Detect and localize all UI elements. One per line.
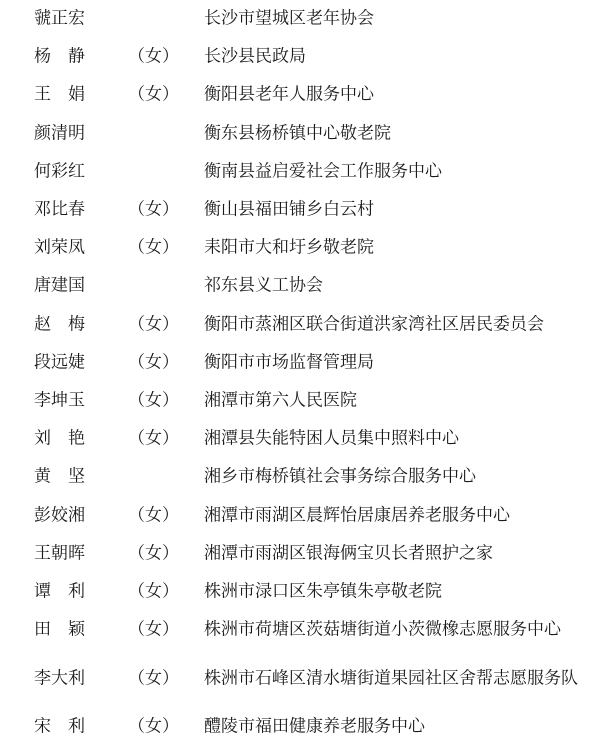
honoree-gender: （女） — [128, 505, 179, 526]
honoree-organization: 湘潭市第六人民医院 — [204, 390, 357, 411]
honoree-organization: 衡阳市蒸湘区联合街道洪家湾社区居民委员会 — [204, 314, 544, 335]
honoree-row — [0, 649, 600, 708]
honoree-row — [0, 76, 600, 114]
honoree-row — [0, 38, 600, 76]
honoree-organization: 祁东县义工协会 — [204, 275, 323, 296]
honoree-name: 赵 梅 — [34, 314, 85, 335]
honoree-organization: 衡山县福田铺乡白云村 — [204, 199, 374, 220]
honoree-row — [0, 344, 600, 382]
honoree-organization: 湘潭县失能特困人员集中照料中心 — [204, 428, 459, 449]
honoree-gender: （女） — [128, 619, 179, 640]
honoree-row — [0, 708, 600, 746]
honoree-name: 虢正宏 — [34, 8, 85, 29]
honoree-organization: 湘潭市雨湖区银海俩宝贝长者照护之家 — [204, 543, 493, 564]
honoree-gender: （女） — [128, 84, 179, 105]
honoree-organization: 衡东县杨桥镇中心敬老院 — [204, 123, 391, 144]
honoree-organization: 湘乡市梅桥镇社会事务综合服务中心 — [204, 466, 476, 487]
honoree-name: 刘荣凤 — [34, 237, 85, 258]
honoree-gender: （女） — [128, 314, 179, 335]
honoree-gender: （女） — [128, 716, 179, 737]
honoree-name: 田 颖 — [34, 619, 85, 640]
honoree-row — [0, 306, 600, 344]
honoree-gender: （女） — [128, 352, 179, 373]
honoree-name: 宋 利 — [34, 716, 85, 737]
honoree-organization: 醴陵市福田健康养老服务中心 — [204, 716, 425, 737]
honoree-name: 王 娟 — [34, 84, 85, 105]
honoree-row — [0, 191, 600, 229]
honoree-name: 谭 利 — [34, 581, 85, 602]
honoree-organization: 长沙市望城区老年协会 — [204, 8, 374, 29]
honoree-name: 唐建国 — [34, 275, 85, 296]
honoree-organization: 株洲市荷塘区茨菇塘街道小茨微橡志愿服务中心 — [204, 619, 561, 640]
honoree-row — [0, 229, 600, 267]
honoree-name: 刘 艳 — [34, 428, 85, 449]
honoree-name: 黄 坚 — [34, 466, 85, 487]
honoree-name: 何彩红 — [34, 161, 85, 182]
honoree-row — [0, 573, 600, 611]
honoree-row — [0, 153, 600, 191]
honoree-gender: （女） — [128, 390, 179, 411]
honoree-name: 杨 静 — [34, 46, 85, 67]
honoree-organization: 衡阳县老年人服务中心 — [204, 84, 374, 105]
honoree-organization: 株洲市石峰区清水塘街道果园社区舍帮志愿服务队 — [204, 668, 578, 689]
honoree-row — [0, 267, 600, 305]
honoree-name: 李大利 — [34, 668, 85, 689]
honoree-gender: （女） — [128, 543, 179, 564]
honoree-row — [0, 611, 600, 649]
honoree-organization: 长沙县民政局 — [204, 46, 306, 67]
honoree-row — [0, 382, 600, 420]
honoree-row — [0, 496, 600, 534]
honoree-name: 邓比春 — [34, 199, 85, 220]
honoree-gender: （女） — [128, 46, 179, 67]
honoree-row — [0, 458, 600, 496]
honoree-name: 李坤玉 — [34, 390, 85, 411]
honoree-row — [0, 420, 600, 458]
honoree-name: 王朝晖 — [34, 543, 85, 564]
honoree-organization: 衡阳市市场监督管理局 — [204, 352, 374, 373]
honoree-organization: 耒阳市大和圩乡敬老院 — [204, 237, 374, 258]
honoree-organization: 衡南县益启爱社会工作服务中心 — [204, 161, 442, 182]
honoree-gender: （女） — [128, 428, 179, 449]
honoree-gender: （女） — [128, 668, 179, 689]
honoree-name: 彭姣湘 — [34, 505, 85, 526]
honoree-gender: （女） — [128, 199, 179, 220]
honoree-row — [0, 0, 600, 38]
honoree-organization: 湘潭市雨湖区晨辉怡居康居养老服务中心 — [204, 505, 510, 526]
honoree-row — [0, 535, 600, 573]
honoree-organization: 株洲市渌口区朱亭镇朱亭敬老院 — [204, 581, 442, 602]
honoree-gender: （女） — [128, 237, 179, 258]
honoree-name: 颜清明 — [34, 123, 85, 144]
honoree-row — [0, 115, 600, 153]
honoree-gender: （女） — [128, 581, 179, 602]
honoree-name: 段远婕 — [34, 352, 85, 373]
